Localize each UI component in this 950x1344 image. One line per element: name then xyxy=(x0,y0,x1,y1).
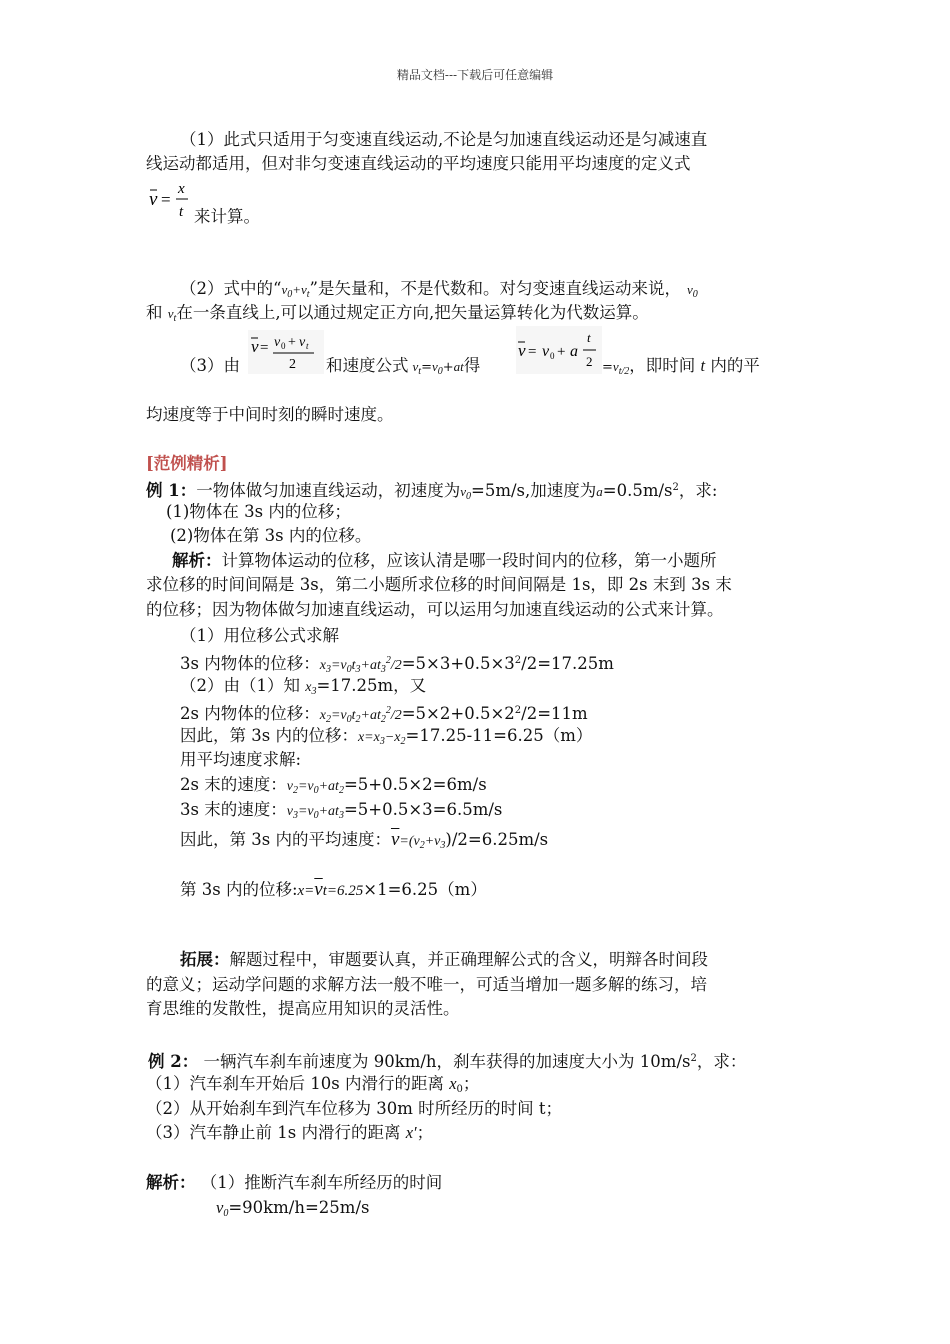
p1-line2: 线运动都适用，但对非匀变速直线运动的平均速度只能用平均速度的定义式 xyxy=(146,154,691,173)
svg-text:=: = xyxy=(260,340,269,356)
svg-text:+: + xyxy=(288,335,296,350)
p3-line2: 均速度等于中间时刻的瞬时速度。 xyxy=(146,405,394,424)
ex1-item2: (2)物体在第 3s 内的位移。 xyxy=(170,526,372,545)
svg-text:0: 0 xyxy=(550,351,555,361)
svg-text:=: = xyxy=(528,344,537,360)
svg-text:v: v xyxy=(518,341,526,360)
p1-line1: （1）此式只适用于匀变速直线运动,不论是匀加速直线运动还是匀减速直 xyxy=(180,130,708,149)
svg-text:2: 2 xyxy=(289,357,296,372)
p3-line1-a: （3）由 xyxy=(180,356,240,375)
ex1-v3: 3s 末的速度：$v_3=v_0+at_3=5+0.5\times 3=6.5m/s$ xyxy=(180,800,503,821)
ex1-calc-3s: 3s 内物体的位移：$x_3=v_0t_3+at_3^2/2=5\times 3+0.5\times 3^2/2=17.25m$ xyxy=(180,654,614,675)
ex1-calc-known: （2）由（1）知 $x_3=17.25m$，又 xyxy=(180,676,427,697)
page-header: 精品文档---下载后可任意编辑 xyxy=(396,68,554,82)
svg-text:v: v xyxy=(251,337,259,356)
svg-text:x: x xyxy=(178,181,185,197)
ex1-displacement: 第 3s 内的位移$:x=\overline{v}t=6.25\times 1=6.25(m)$ xyxy=(180,879,487,900)
svg-text:v: v xyxy=(542,343,550,360)
ex1-question: 例 1：一物体做匀加速直线运动，初速度为$v_0=5m/s$,加速度为$a=0.5m/s^2$，求: xyxy=(146,481,718,502)
svg-text:t: t xyxy=(587,330,591,345)
ex2-item1: （1）汽车刹车开始后 10s 内滑行的距离 $x_0$； xyxy=(146,1074,480,1095)
ex1-mean-velocity: 因此，第 3s 内的平均速度：$\overline{v}=(v_2+v_3)/2=6.25m/s$ xyxy=(180,829,549,851)
ex2-item3: （3）汽车静止前 1s 内滑行的距离 x′； xyxy=(146,1123,434,1142)
p1-line3: 来计算。 xyxy=(194,207,260,226)
svg-text:t: t xyxy=(306,341,309,351)
svg-text:t: t xyxy=(179,204,184,220)
ex1-method2: 用平均速度求解: xyxy=(180,750,302,769)
ex2-item2: （2）从开始刹车到汽车位移为 30m 时所经历的时间 t； xyxy=(146,1099,563,1118)
section-title: [范例精析] xyxy=(146,454,228,473)
p2-line2: 和 $v_t$在一条直线上,可以通过规定正方向,把矢量运算转化为代数运算。 xyxy=(146,303,649,324)
ex1-v2: 2s 末的速度：$v_2=v_0+at_2=5+0.5\times 2=6m/s$ xyxy=(180,775,487,796)
svg-text:v: v xyxy=(299,335,306,350)
svg-text:+: + xyxy=(557,344,566,360)
svg-text:=: = xyxy=(161,190,171,209)
svg-text:a: a xyxy=(570,343,578,360)
svg-text:0: 0 xyxy=(281,341,286,351)
ex1-solution-line3: 的位移；因为物体做匀加速直线运动，可以运用匀加速直线运动的公式来计算。 xyxy=(146,600,724,619)
ext-line2: 的意义；运动学问题的求解方法一般不唯一，可适当增加一题多解的练习，培 xyxy=(146,975,707,994)
mean-velocity-formula-x-over-t xyxy=(146,178,192,222)
ex1-solution-line1: 解析：计算物体运动的位移，应该认清是哪一段时间内的位移，第一小题所 xyxy=(172,551,717,570)
ex1-calc-2s: 2s 内物体的位移：$x_2=v_0t_2+at_2^2/2=5\times 2+0.5\times 2^2/2=11m$ xyxy=(180,704,588,725)
mean-velocity-formula-average xyxy=(248,330,324,374)
p2-line1: （2）式中的“$v_0+v_t$”是矢量和，不是代数和。对匀变速直线运动来说， $v_0$ xyxy=(180,279,698,300)
ex2-question: 例 2： 一辆汽车刹车前速度为 90km/h，刹车获得的加速度大小为 $10m/s^2$，求： xyxy=(148,1052,747,1071)
svg-text:v: v xyxy=(274,335,281,350)
p3-line1-c: $=v_{t/2}$，即时间 t 内的平 xyxy=(602,356,760,377)
ex1-calc-third-second: 因此，第 3s 内的位移：$x=x_3-x_2=17.25-11=6.25(m)$ xyxy=(180,726,593,747)
ext-line3: 育思维的发散性，提高应用知识的灵活性。 xyxy=(146,999,460,1018)
ex1-method1: （1）用位移公式求解 xyxy=(180,626,339,645)
svg-text:v: v xyxy=(149,189,158,210)
velocity-half-time-formula xyxy=(516,326,602,374)
svg-text:2: 2 xyxy=(586,354,593,369)
p3-line1-b: 和速度公式 $v_t=v_0+at$得 xyxy=(326,356,481,377)
ex2-solution-line2: $v_0=90km/h=25m/s$ xyxy=(216,1198,370,1219)
ext-line1: 拓展：解题过程中，审题要认真，并正确理解公式的含义，明辩各时间段 xyxy=(180,950,708,969)
ex2-solution-line1: 解析： （1）推断汽车刹车所经历的时间 xyxy=(146,1173,443,1192)
ex1-item1: (1)物体在 3s 内的位移； xyxy=(166,502,351,521)
ex1-solution-line2: 求位移的时间间隔是 3s，第二小题所求位移的时间间隔是 1s，即 2s 末到 3s 末 xyxy=(146,575,732,594)
